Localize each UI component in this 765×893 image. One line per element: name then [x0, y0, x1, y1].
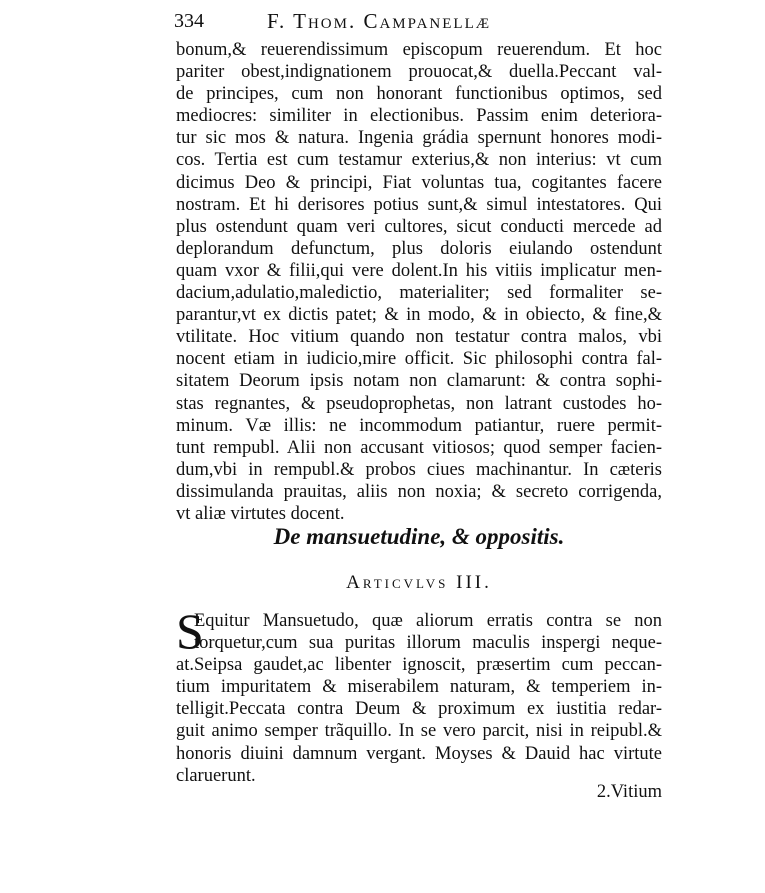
text-line: de principes, cum non honorant functionibus optimos, sed: [176, 84, 662, 105]
text-line: vt aliæ virtutes docent.: [176, 503, 345, 524]
text-line: at.Seipsa gaudet,ac libenter ignoscit, præsertim cum peccan-: [176, 655, 662, 676]
text-line: guit animo semper trãquillo. In se vero parcit, nisi in reipubl.&: [176, 721, 662, 742]
text-line: claruerunt.: [176, 765, 256, 786]
text-line: minum. Væ illis: ne incommodum patiantur, ruere permit-: [176, 415, 662, 436]
text-line: parantur,vt ex dictis patet; & in modo, & in obiecto, & fine,&: [176, 305, 662, 326]
section-title: De mansuetudine, & oppositis.: [273, 524, 565, 549]
article-heading: Articvlvs III.: [346, 572, 492, 593]
text-line: vtilitate. Hoc vitium quando non testatur contra malos, vbi: [176, 327, 662, 348]
paragraph-2: [176, 610, 662, 787]
text-line: deplorandum defunctum, plus doloris eiulando ostendunt: [176, 238, 662, 259]
text-line: tium impuritatem & miserabilem naturam, & temperiem in-: [176, 677, 662, 698]
text-line: telligit.Peccata contra Deum & proximum ex iustitia redar-: [176, 699, 662, 720]
page-header: [174, 6, 664, 36]
page-number: 334: [174, 10, 204, 32]
text-line: torquetur,cum sua puritas illorum maculis inspergi neque-: [194, 633, 662, 654]
running-head: F. Thom. Campanellæ: [267, 9, 492, 33]
text-line: dacium,adulatio,maledictio, materialiter; sed formaliter se-: [176, 283, 662, 304]
text-line: bonum,& reuerendissimum episcopum reuerendum. Et hoc: [176, 40, 662, 60]
text-line: sitatem Deorum ipsis notam non clamarunt: & contra sophi-: [176, 371, 662, 392]
text-line: nocent etiam in iudicio,mire officit. Sic philosophi contra fal-: [176, 349, 662, 370]
text-line: nostram. Et hi derisores potius sunt,& simul intestatores. Qui: [176, 194, 662, 215]
text-line: quam vxor & filii,qui vere dolent.In his vitiis implicatur men-: [176, 260, 662, 281]
drop-cap: S: [176, 603, 204, 659]
text-line: mediocres: similiter in electionibus. Passim enim deteriora-: [176, 106, 662, 127]
text-line: honoris diuini damnum vergant. Moyses & Dauid hac virtute: [176, 743, 662, 764]
text-line: pariter obest,indignationem prouocat,& duella.Peccant val-: [176, 62, 662, 83]
text-line: Equitur Mansuetudo, quæ aliorum erratis contra se non: [194, 611, 662, 631]
text-line: dissimulanda prauitas, aliis non noxia; & secreto corrigenda,: [176, 481, 662, 502]
text-line: dum,vbi in rempubl.& probos ciues machinantur. In cæteris: [176, 459, 662, 480]
paragraph-1: [176, 39, 662, 525]
text-line: tunt rempubl. Alii non accusant vitiosos; quod semper facien-: [176, 437, 662, 458]
catchword: 2.Vitium: [596, 782, 662, 802]
text-line: dicimus Deo & principi, Fiat voluntas tua, cogitantes facere: [176, 172, 662, 193]
text-line: cos. Tertia est cum testamur exterius,& non interius: vt cum: [176, 150, 662, 171]
text-line: stas regnantes, & pseudoprophetas, non latrant custodes ho-: [176, 393, 662, 414]
text-line: tur sic mos & natura. Ingenia grádia spernunt honores modi-: [176, 128, 662, 149]
text-line: plus ostendunt quam veri cultores, sicut conducti mercede ad: [176, 216, 662, 237]
